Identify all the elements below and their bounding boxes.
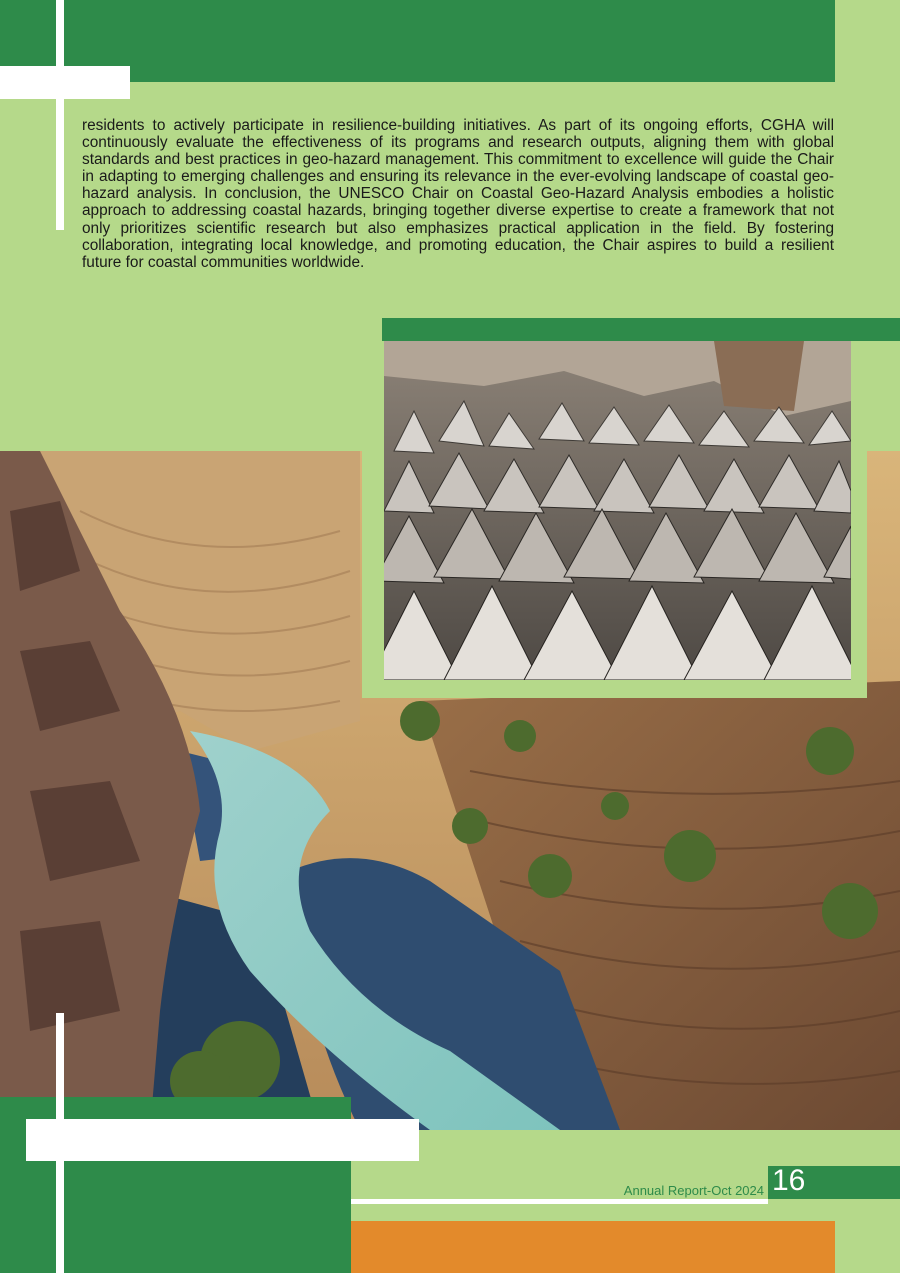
body-paragraph: residents to actively participate in resilience-building initiatives. As part of its ongoing efforts, CGHA will continuously evaluate the effectiveness of its programs and research outputs, aligning them with global standards and best practices in geo-hazard management. This commitment to excellence will guide the Chair in adapting to emerging challenges and ensuring its relevance in the ever-evolving landscape of coastal geo-hazard analysis. In conclusion, the UNESCO Chair on Coastal Geo-Hazard Analysis embodies a holistic approach to addressing coastal hazards, bringing together diverse expertise to create a framework that not only prioritizes scientific research but also emphasizes practical application in the field. By fostering collaboration, integrating local knowledge, and promoting education, the Chair aspires to build a resilient future for coastal communities worldwide. — [82, 117, 834, 271]
footer-white-bar — [26, 1119, 419, 1161]
footer-divider-line — [351, 1199, 768, 1204]
page-number: 16 — [772, 1164, 806, 1197]
footer-vertical-line — [56, 1013, 64, 1273]
footer-orange-bar — [351, 1221, 835, 1273]
header-vertical-line — [56, 0, 64, 230]
eroded-rock-formations-photo — [384, 341, 851, 680]
header-white-bar — [0, 66, 130, 99]
inset-green-bar — [382, 318, 900, 341]
footer-report-label: Annual Report-Oct 2024 — [623, 1183, 764, 1198]
